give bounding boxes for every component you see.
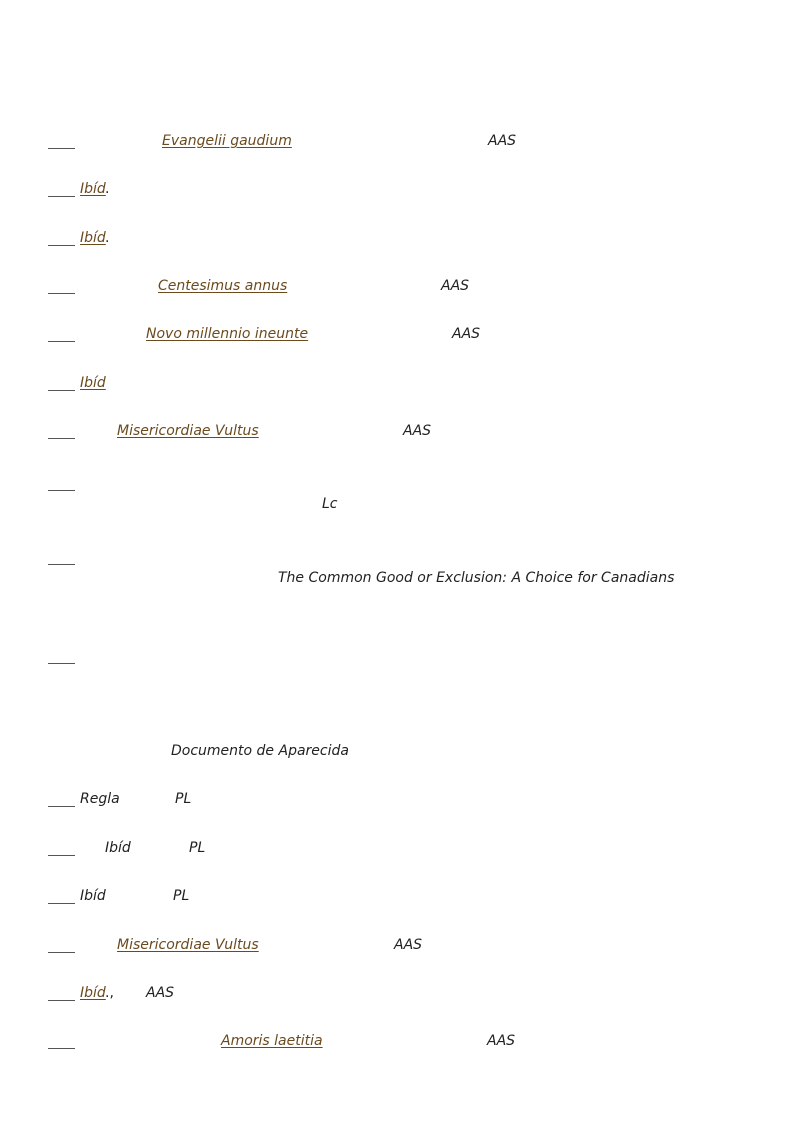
footnote-marker — [48, 887, 75, 905]
footnote-marker — [48, 1032, 75, 1050]
citation-link-ibid[interactable]: Ibíd — [80, 230, 106, 246]
journal-abbrev: AAS — [487, 1033, 516, 1049]
journal-abbrev: AAS — [403, 423, 432, 439]
citation-link-ibid[interactable]: Ibíd — [80, 181, 106, 197]
citation-link-novo-millennio-ineunte[interactable]: Novo millennio ineunte — [146, 326, 309, 342]
footnote-marker — [48, 984, 75, 1002]
footnote-marker — [48, 277, 75, 295]
citation-link-evangelii-gaudium[interactable]: Evangelii gaudium — [162, 133, 292, 149]
citation-link-ibid[interactable]: Ibíd — [80, 375, 106, 391]
document-title: Regla — [80, 791, 120, 807]
journal-abbrev: PL — [173, 888, 190, 904]
footnote-marker — [48, 936, 75, 954]
journal-abbrev: AAS — [146, 985, 175, 1001]
footnote-marker — [48, 790, 75, 808]
footnote-marker — [48, 422, 75, 440]
footnote-marker — [48, 374, 75, 392]
document-title: Ibíd — [80, 888, 106, 904]
journal-abbrev: PL — [189, 840, 206, 856]
journal-abbrev: AAS — [452, 326, 481, 342]
journal-abbrev: AAS — [441, 278, 470, 294]
footnote-marker — [48, 474, 75, 492]
footnote-marker — [48, 132, 75, 150]
scripture-ref: Lc — [322, 496, 338, 512]
footnote-marker — [48, 548, 75, 566]
citation-link-misericordiae-vultus[interactable]: Misericordiae Vultus — [117, 423, 259, 439]
footnote-marker — [48, 325, 75, 343]
journal-abbrev: AAS — [394, 937, 423, 953]
footnote-marker — [48, 647, 75, 665]
document-title: The Common Good or Exclusion: A Choice for Canadians — [278, 570, 675, 586]
journal-abbrev: AAS — [488, 133, 517, 149]
citation-link-misericordiae-vultus[interactable]: Misericordiae Vultus — [117, 937, 259, 953]
punctuation: . — [105, 230, 110, 246]
citation-link-centesimus-annus[interactable]: Centesimus annus — [158, 278, 288, 294]
document-title: Ibíd — [105, 840, 131, 856]
journal-abbrev: PL — [175, 791, 192, 807]
citation-link-amoris-laetitia[interactable]: Amoris laetitia — [221, 1033, 323, 1049]
footnote-marker — [48, 180, 75, 198]
punctuation: ., — [105, 985, 114, 1001]
punctuation: . — [105, 181, 110, 197]
footnote-marker — [48, 839, 75, 857]
footnote-marker — [48, 229, 75, 247]
document-title: Documento de Aparecida — [171, 743, 349, 759]
citation-link-ibid[interactable]: Ibíd — [80, 985, 106, 1001]
